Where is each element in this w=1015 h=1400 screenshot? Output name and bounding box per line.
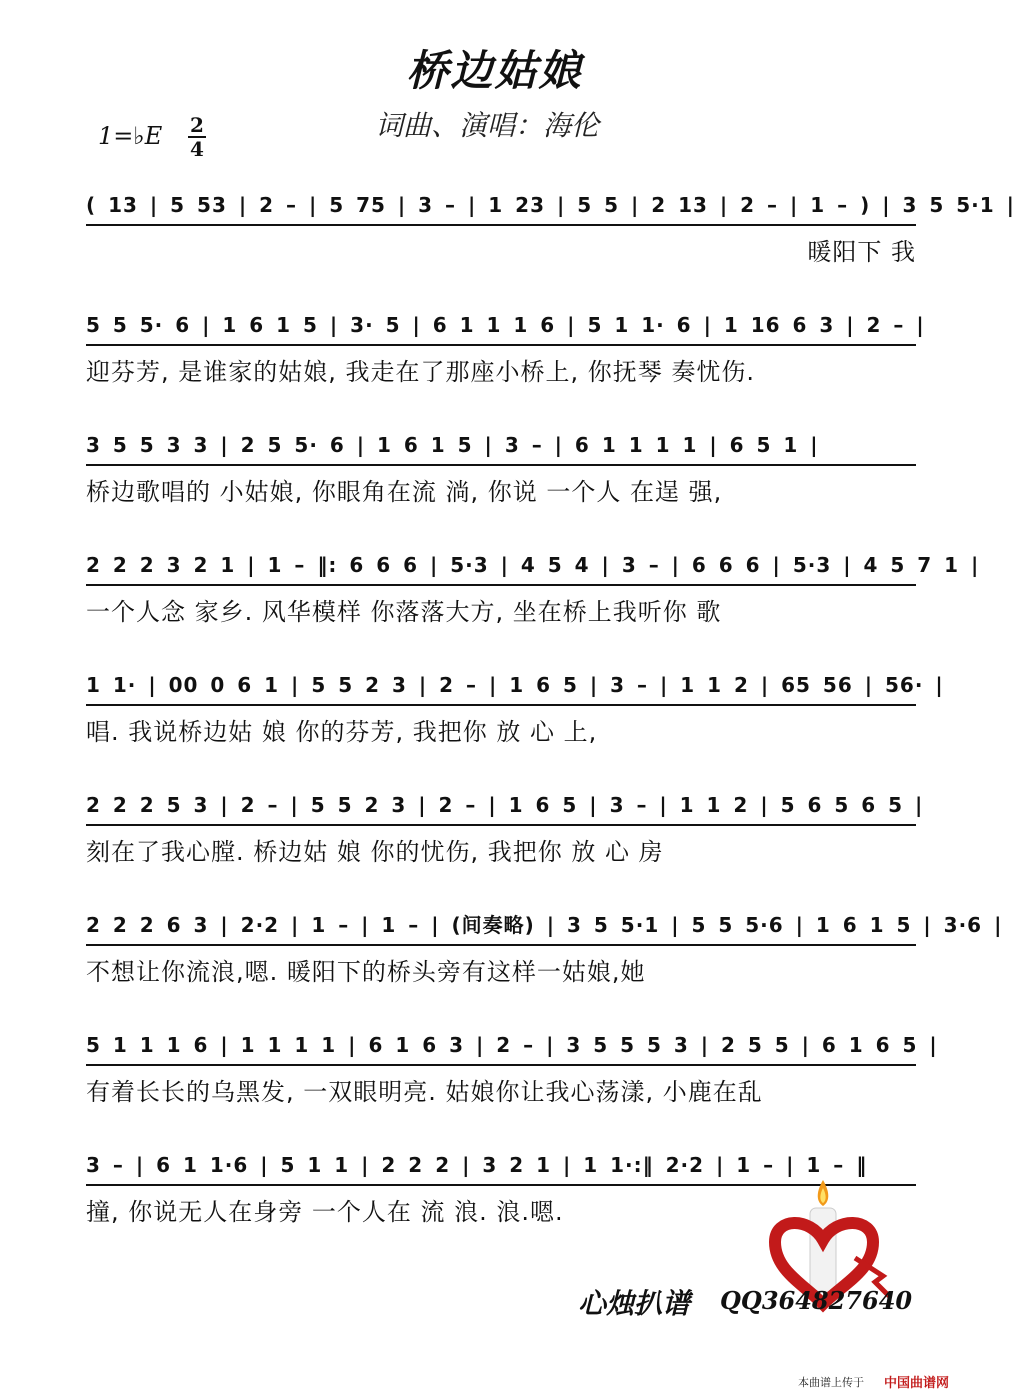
notation-line: 3 5 5 3 3 | 2 5 5· 6 | 1 6 1 5 | 3 – | 6 1 1 1 1 | 6 5 1 | xyxy=(86,428,916,466)
score-line-5 xyxy=(86,668,944,748)
lyric-line: 有着长长的乌黑发, 一双眼明亮. 姑娘你让我心荡漾, 小鹿在乱 xyxy=(86,1078,763,1106)
site-logo[interactable]: 中国曲谱网 xyxy=(884,1376,950,1391)
notation-line: 3 – | 6 1 1·6 | 5 1 1 | 2 2 2 | 3 2 1 | 1 1·:‖ 2·2 | 1 – | 1 – ‖ xyxy=(86,1148,916,1186)
lyric-line: 撞, 你说无人在身旁 一个人在 流 浪. 浪.嗯. xyxy=(86,1198,564,1226)
notation-line: 5 1 1 1 6 | 1 1 1 1 | 6 1 6 3 | 2 – | 3 5 5 5 3 | 2 5 5 | 6 1 6 5 | xyxy=(86,1028,916,1066)
score-line-8 xyxy=(86,1028,938,1108)
time-signature-bottom: 4 xyxy=(190,137,204,161)
score-line-7 xyxy=(86,908,1003,988)
lyric-line: 不想让你流浪,嗯. 暖阳下的桥头旁有这样一姑娘,她 xyxy=(86,958,646,986)
lyric-line: 桥边歌唱的 小姑娘, 你眼角在流 淌, 你说 一个人 在逞 强, xyxy=(86,478,723,506)
score-line-1 xyxy=(86,188,1015,268)
transcriber-qq: QQ364827640 xyxy=(720,1286,913,1315)
notation-line: 2 2 2 3 2 1 | 1 – ‖: 6 6 6 | 5·3 | 4 5 4 | 3 – | 6 6 6 | 5·3 | 4 5 7 1 | xyxy=(86,548,916,586)
lyric-line: 迎芬芳, 是谁家的姑娘, 我走在了那座小桥上, 你抚琴 奏忧伤. xyxy=(86,358,756,386)
lyric-line: 唱. 我说桥边姑 娘 你的芬芳, 我把你 放 心 上, xyxy=(86,718,598,746)
transcriber-signature: 心烛扒谱 xyxy=(578,1287,691,1320)
lyric-line: 刻在了我心膛. 桥边姑 娘 你的忧伤, 我把你 放 心 房 xyxy=(86,838,664,866)
notation-line: ( 13 | 5 53 | 2 – | 5 75 | 3 – | 1 23 | 5 5 | 2 13 | 2 – | 1 – ) | 3 5 5·1 | xyxy=(86,188,916,226)
time-signature xyxy=(186,114,208,160)
score-line-2 xyxy=(86,308,925,388)
score-line-6 xyxy=(86,788,924,868)
score-line-3 xyxy=(86,428,916,508)
time-signature-top: 2 xyxy=(190,113,204,137)
score-line-4 xyxy=(86,548,980,628)
lyric-line: 暖阳下 我 xyxy=(807,238,916,266)
notation-line: 2 2 2 5 3 | 2 – | 5 5 2 3 | 2 – | 1 6 5 | 3 – | 1 1 2 | 5 6 5 6 5 | xyxy=(86,788,916,826)
song-title: 桥边姑娘 xyxy=(406,46,583,95)
upload-note: 本曲谱上传于 xyxy=(798,1376,864,1389)
key-signature: 1=♭E xyxy=(98,122,163,150)
notation-line: 1 1· | 00 0 6 1 | 5 5 2 3 | 2 – | 1 6 5 | 3 – | 1 1 2 | 65 56 | 56· | xyxy=(86,668,916,706)
song-credits: 词曲、演唱：海伦 xyxy=(375,109,600,142)
notation-line: 2 2 2 6 3 | 2·2 | 1 – | 1 – | (间奏略) | 3 5 5·1 | 5 5 5·6 | 1 6 1 5 | 3·6 | xyxy=(86,908,916,946)
lyric-line: 一个人念 家乡. 风华模样 你落落大方, 坐在桥上我听你 歌 xyxy=(86,598,722,626)
notation-line: 5 5 5· 6 | 1 6 1 5 | 3· 5 | 6 1 1 1 6 | 5 1 1· 6 | 1 16 6 3 | 2 – | xyxy=(86,308,916,346)
